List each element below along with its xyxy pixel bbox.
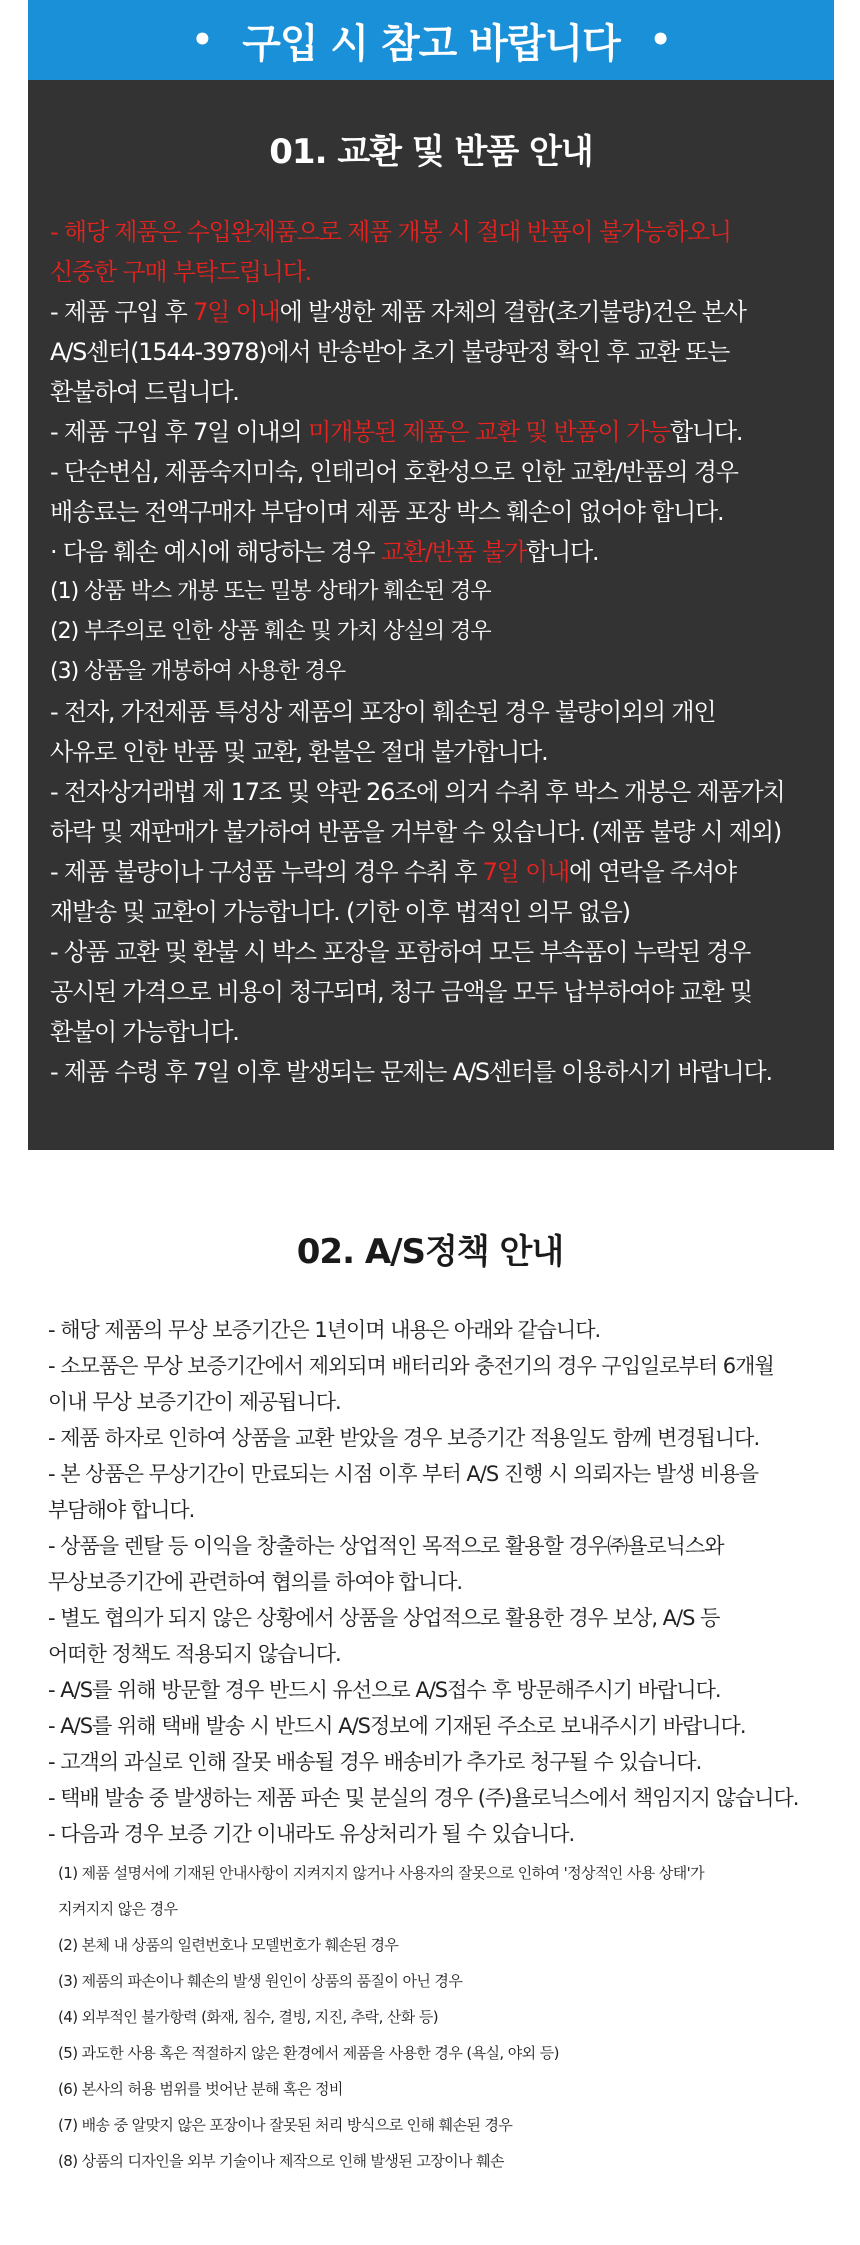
- line-text: · 다음 훼손 예시에 해당하는 경우: [50, 538, 381, 566]
- exchange-return-line: [50, 652, 830, 692]
- line-text: - 상품 교환 및 환불 시 박스 포장을 포함하여 모든 부속품이 누락된 경우: [50, 938, 751, 966]
- banner-dot-left: •: [191, 20, 213, 60]
- paid-service-case-line: (3) 제품의 파손이나 훼손의 발생 원인이 상품의 품질이 아닌 경우: [58, 1972, 463, 1990]
- highlight-text: - 해당 제품은 수입완제품으로 제품 개봉 시 절대 반품이 불가능하오니: [50, 218, 731, 246]
- line-text: 하락 및 재판매가 불가하여 반품을 거부할 수 있습니다. (제품 불량 시 제외): [50, 818, 782, 846]
- highlight-text: 7일 이내: [482, 858, 570, 886]
- line-text: 재발송 및 교환이 가능합니다. (기한 이후 법적인 의무 없음): [50, 898, 630, 926]
- line-text: 사유로 인한 반품 및 교환, 환불은 절대 불가합니다.: [50, 738, 548, 766]
- line-text: A/S센터(1544-3978)에서 반송받아 초기 불량판정 확인 후 교환 또는: [50, 338, 730, 366]
- as-policy-line: - 고객의 과실로 인해 잘못 배송될 경우 배송비가 추가로 청구될 수 있습니다.: [48, 1750, 702, 1774]
- line-text: - 제품 불량이나 구성품 누락의 경우 수취 후: [50, 858, 483, 886]
- exchange-return-line: [50, 532, 830, 572]
- line-text: 합니다.: [669, 418, 743, 446]
- paid-service-case-line: (2) 본체 내 상품의 일련번호나 모델번호가 훼손된 경우: [58, 1936, 399, 1954]
- exchange-return-line: [50, 332, 830, 372]
- as-policy-line: - 별도 협의가 되지 않은 상황에서 상품을 상업적으로 활용한 경우 보상, A/S 등: [48, 1606, 720, 1630]
- as-policy-line: - 택배 발송 중 발생하는 제품 파손 및 분실의 경우 (주)욜로닉스에서 책임지지 않습니다.: [48, 1786, 799, 1810]
- as-policy-line: 부담해야 합니다.: [48, 1498, 195, 1522]
- line-text: - 전자상거래법 제 17조 및 약관 26조에 의거 수취 후 박스 개봉은 제품가치: [50, 778, 785, 806]
- line-text: - 제품 수령 후 7일 이후 발생되는 문제는 A/S센터를 이용하시기 바랍니다.: [50, 1058, 772, 1086]
- exchange-return-panel: [28, 80, 834, 1150]
- exchange-return-line: [50, 732, 830, 772]
- line-text: 에 발생한 제품 자체의 결함(초기불량)건은 본사: [279, 298, 746, 326]
- exchange-return-line: [50, 1052, 830, 1092]
- exchange-return-line: [50, 572, 830, 612]
- as-policy-line: - 상품을 렌탈 등 이익을 창출하는 상업적인 목적으로 활용할 경우㈜욜로닉스와: [48, 1534, 724, 1558]
- as-policy-list: [48, 1312, 848, 1852]
- as-policy-line: - 제품 하자로 인하여 상품을 교환 받았을 경우 보증기간 적용일도 함께 변경됩니다.: [48, 1426, 760, 1450]
- exchange-return-list: [50, 212, 830, 1092]
- exchange-return-line: [50, 212, 830, 252]
- line-text: 환불이 가능합니다.: [50, 1018, 239, 1046]
- banner-title: 구입 시 참고 바랍니다: [242, 20, 620, 67]
- paid-service-case-line: 지켜지지 않은 경우: [58, 1900, 178, 1918]
- as-policy-line: 이내 무상 보증기간이 제공됩니다.: [48, 1390, 341, 1414]
- as-policy-line: 무상보증기간에 관련하여 협의를 하여야 합니다.: [48, 1570, 463, 1594]
- exchange-return-line: [50, 972, 830, 1012]
- line-text: (2) 부주의로 인한 상품 훼손 및 가치 상실의 경우: [50, 619, 491, 644]
- exchange-return-line: [50, 292, 830, 332]
- line-text: (1) 상품 박스 개봉 또는 밀봉 상태가 훼손된 경우: [50, 579, 491, 604]
- line-text: 에 연락을 주셔야: [569, 858, 736, 886]
- notice-banner: [28, 0, 834, 80]
- exchange-return-line: [50, 252, 830, 292]
- highlight-text: 교환/반품 불가: [380, 538, 527, 566]
- line-text: - 제품 구입 후: [50, 298, 194, 326]
- exchange-return-line: [50, 892, 830, 932]
- exchange-return-line: [50, 412, 830, 452]
- exchange-return-line: [50, 772, 830, 812]
- exchange-return-line: [50, 372, 830, 412]
- line-text: 환불하여 드립니다.: [50, 378, 239, 406]
- as-policy-line: - 다음과 경우 보증 기간 이내라도 유상처리가 될 수 있습니다.: [48, 1822, 575, 1846]
- paid-service-case-line: (1) 제품 설명서에 기재된 안내사항이 지켜지지 않거나 사용자의 잘못으로 인하여 '정상적인 사용 상태'가: [58, 1864, 705, 1882]
- as-policy-line: - A/S를 위해 방문할 경우 반드시 유선으로 A/S접수 후 방문해주시기 바랍니다.: [48, 1678, 721, 1702]
- paid-service-case-line: (6) 본사의 허용 범위를 벗어난 분해 혹은 정비: [58, 2080, 343, 2098]
- paid-service-case-line: (7) 배송 중 알맞지 않은 포장이나 잘못된 처리 방식으로 인해 훼손된 경우: [58, 2116, 513, 2134]
- highlight-text: 신중한 구매 부탁드립니다.: [50, 258, 312, 286]
- line-text: 배송료는 전액구매자 부담이며 제품 포장 박스 훼손이 없어야 합니다.: [50, 498, 724, 526]
- line-text: (3) 상품을 개봉하여 사용한 경우: [50, 659, 346, 684]
- exchange-return-line: [50, 452, 830, 492]
- exchange-return-line: [50, 1012, 830, 1052]
- paid-service-case-line: (8) 상품의 디자인을 외부 기술이나 제작으로 인해 발생된 고장이나 훼손: [58, 2152, 504, 2170]
- banner-dot-right: •: [649, 20, 671, 60]
- exchange-return-line: [50, 612, 830, 652]
- highlight-text: 미개봉된 제품은 교환 및 반품이 가능: [307, 418, 670, 446]
- exchange-return-line: [50, 852, 830, 892]
- highlight-text: 7일 이내: [193, 298, 280, 326]
- exchange-return-line: [50, 932, 830, 972]
- as-policy-line: - A/S를 위해 택배 발송 시 반드시 A/S정보에 기재된 주소로 보내주시기 바랍니다.: [48, 1714, 746, 1738]
- paid-service-case-line: (5) 과도한 사용 혹은 적절하지 않은 환경에서 제품을 사용한 경우 (욕실, 야외 등): [58, 2044, 559, 2062]
- line-text: - 제품 구입 후 7일 이내의: [50, 418, 308, 446]
- paid-service-case-line: (4) 외부적인 불가항력 (화재, 침수, 결빙, 지진, 추락, 산화 등): [58, 2008, 438, 2026]
- exchange-return-line: [50, 812, 830, 852]
- line-text: - 단순변심, 제품숙지미숙, 인테리어 호환성으로 인한 교환/반품의 경우: [50, 458, 738, 486]
- as-policy-line: - 본 상품은 무상기간이 만료되는 시점 이후 부터 A/S 진행 시 의뢰자는 발생 비용을: [48, 1462, 758, 1486]
- as-policy-line: - 해당 제품의 무상 보증기간은 1년이며 내용은 아래와 같습니다.: [48, 1318, 601, 1342]
- line-text: 공시된 가격으로 비용이 청구되며, 청구 금액을 모두 납부하여야 교환 및: [50, 978, 752, 1006]
- line-text: 합니다.: [526, 538, 599, 566]
- exchange-return-line: [50, 492, 830, 532]
- exchange-return-line: [50, 692, 830, 732]
- line-text: - 전자, 가전제품 특성상 제품의 포장이 훼손된 경우 불량이외의 개인: [50, 698, 716, 726]
- section2-title: 02. A/S정책 안내: [296, 1232, 564, 1272]
- as-policy-line: - 소모품은 무상 보증기간에서 제외되며 배터리와 충전기의 경우 구입일로부터 6개월: [48, 1354, 774, 1378]
- as-policy-line: 어떠한 정책도 적용되지 않습니다.: [48, 1642, 341, 1666]
- paid-service-cases-list: [58, 1855, 848, 2179]
- section1-title: 01. 교환 및 반품 안내: [269, 132, 593, 172]
